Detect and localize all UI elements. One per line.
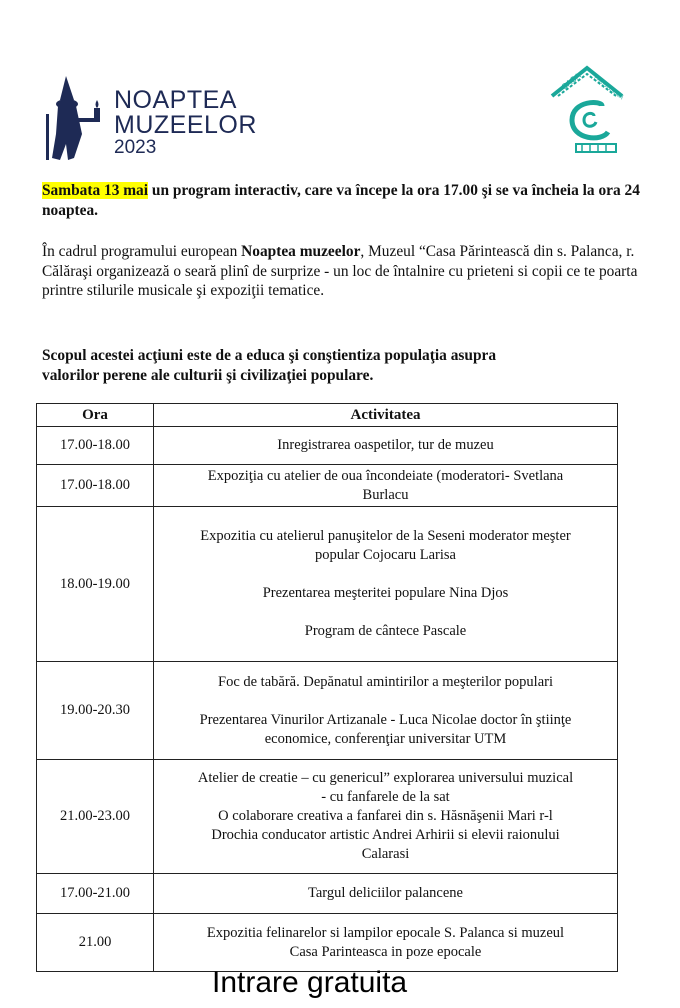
- activity-line: Atelier de creatie – cu genericul” explorarea universului muzical: [197, 770, 574, 786]
- casa-parinteasca-logo: [546, 60, 628, 158]
- activity-line: Targul deliciilor palancene: [308, 885, 463, 901]
- purpose-last-line: valorilor perene ale culturii şi civilizaţiei populare.: [42, 366, 374, 384]
- table-row: [37, 427, 618, 465]
- activity-line: Drochia conducator artistic Andrei Arhirii si elevii raionului: [211, 827, 560, 843]
- row-activity: [154, 760, 618, 874]
- activity-line: - cu fanfarele de la sat: [321, 789, 450, 805]
- activity-line: [154, 603, 617, 622]
- intro-text: un program interactiv, care va începe la ora 17.00 şi se va încheia la ora 24 noaptea.: [42, 182, 640, 219]
- description-part-2: , Muzeul “Casa Părintească din s. Palanca, r. Călăraşi organizează o seară plinî de surprize - un loc de întalnire cu prieteni si copii ce te poarta printre stilurile musicale şi expoziţii tematice.: [42, 243, 638, 299]
- row-time: 17.00-21.00: [37, 874, 154, 914]
- row-time: 17.00-18.00: [37, 465, 154, 507]
- header-activity: Activitatea: [154, 404, 618, 427]
- free-entry-footer: Intrare gratuita: [212, 966, 408, 999]
- logo-line-1: NOAPTEA: [114, 86, 237, 114]
- table-row: [37, 662, 618, 760]
- activity-line: Foc de tabără. Depănatul amintirilor a meşterilor populari: [218, 673, 553, 690]
- table-row: [37, 465, 618, 507]
- row-activity: [154, 662, 618, 760]
- activity-line: Casa Parinteasca in poze epocale: [289, 943, 482, 960]
- description-paragraph: [42, 242, 647, 301]
- activity-line: [154, 565, 617, 584]
- logo-line-2: MUZEELOR: [114, 111, 257, 139]
- activity-line: Expozitia felinarelor si lampilor epocale S. Palanca si muzeul: [206, 924, 565, 941]
- table-row: [37, 874, 618, 914]
- intro-paragraph: [42, 181, 647, 220]
- description-part-1: În cadrul programului european: [42, 243, 242, 260]
- activity-line: Program de cântece Pascale: [304, 623, 467, 639]
- figure-with-lantern-icon: [44, 74, 110, 162]
- activity-line: Prezentarea Vinurilor Artizanale - Luca Nicolae doctor în ştiinţe: [199, 711, 572, 728]
- row-time: 21.00: [37, 914, 154, 972]
- row-activity: [154, 427, 618, 465]
- svg-text:CASA: CASA: [559, 71, 583, 92]
- row-activity: [154, 874, 618, 914]
- svg-text:PĂRINTEASCĂ: PĂRINTEASCĂ: [592, 74, 625, 102]
- activity-line: Prezentarea meşteritei populare Nina Djos: [262, 585, 509, 601]
- purpose-text: Scopul acestei acţiuni este de a educa şi conştientiza populaţia asupra: [42, 347, 497, 364]
- row-activity: [154, 914, 618, 972]
- row-activity: [154, 465, 618, 507]
- row-time: 21.00-23.00: [37, 760, 154, 874]
- description-bold: Noaptea muzeelor: [241, 243, 361, 260]
- activity-line: Inregistrarea oaspetilor, tur de muzeu: [277, 437, 494, 453]
- row-activity: [154, 507, 618, 662]
- activity-line: Burlacu: [362, 486, 409, 503]
- activity-line: popular Cojocaru Larisa: [315, 547, 456, 563]
- table-row: [37, 507, 618, 662]
- activity-line: [154, 692, 617, 711]
- row-time: 17.00-18.00: [37, 427, 154, 465]
- header-time: Ora: [37, 404, 154, 427]
- table-header-row: [37, 404, 618, 427]
- intro-date-highlight: Sambata 13 mai: [42, 182, 149, 199]
- activity-line: Expozitia cu atelierul panuşitelor de la Seseni moderator meşter: [200, 528, 571, 544]
- activity-line: economice, conferenţiar universitar UTM: [264, 730, 507, 747]
- noaptea-muzeelor-logo: [44, 74, 264, 164]
- schedule-table: [36, 403, 618, 972]
- logo-year: 2023: [114, 137, 157, 158]
- row-time: 18.00-19.00: [37, 507, 154, 662]
- row-time: 19.00-20.30: [37, 662, 154, 760]
- activity-line: Calarasi: [361, 846, 410, 862]
- table-row: [37, 914, 618, 972]
- table-row: [37, 760, 618, 874]
- activity-line: O colaborare creativa a fanfarei din s. Hăsnăşenii Mari r-l: [218, 808, 553, 824]
- activity-line: Expoziţia cu atelier de oua încondeiate (moderatori- Svetlana: [207, 467, 564, 484]
- purpose-paragraph: [42, 346, 647, 385]
